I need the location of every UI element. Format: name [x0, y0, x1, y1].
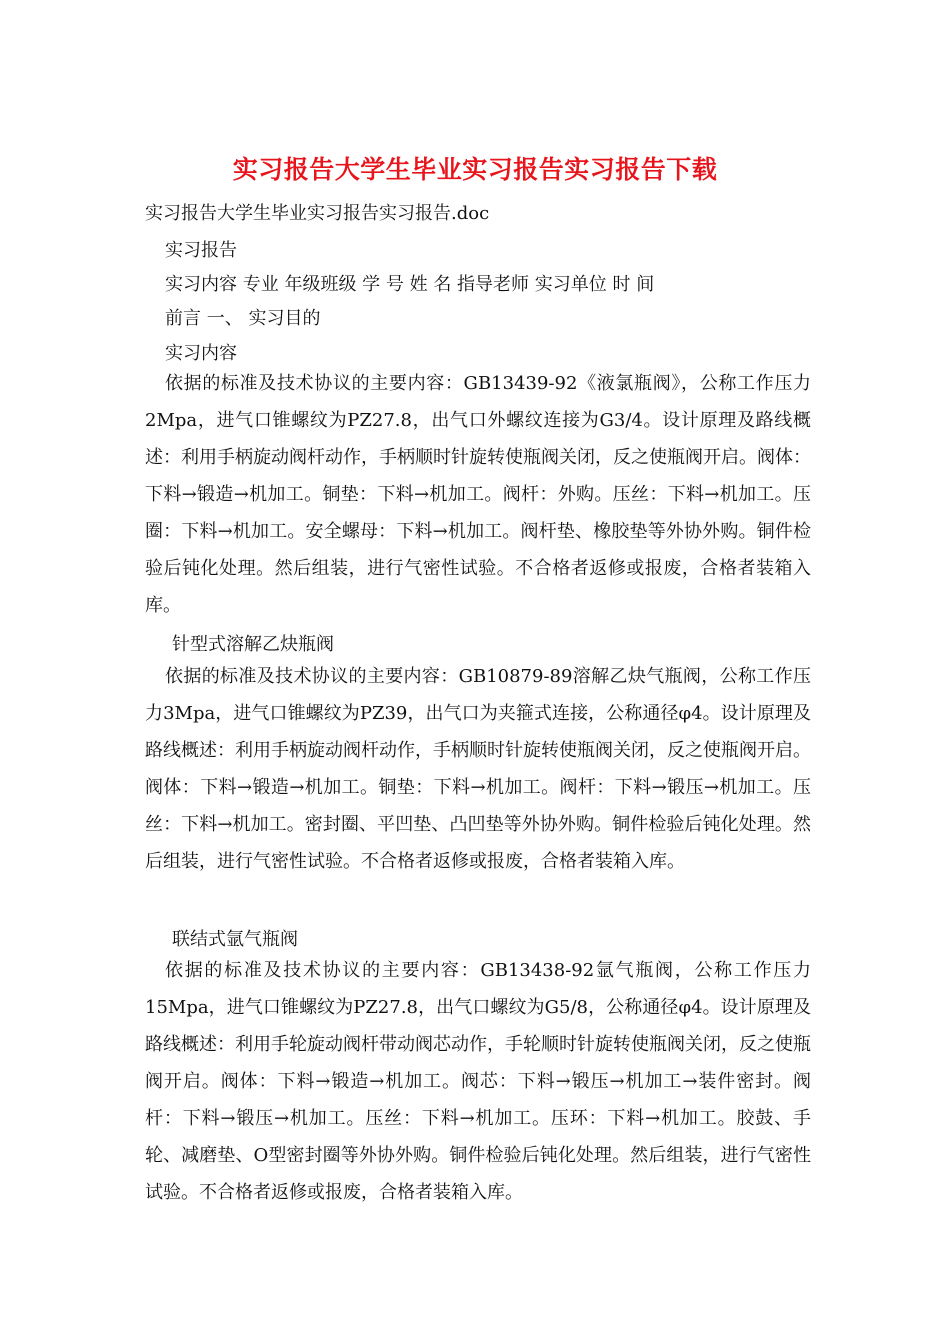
section-2-heading: 针型式溶解乙炔瓶阀	[172, 634, 334, 655]
section-3-heading: 联结式氩气瓶阀	[172, 929, 298, 950]
section-1-body: 依据的标准及技术协议的主要内容：GB13439-92《液氯瓶阀》，公称工作压力2Mpa，进气口锥螺纹为PZ27.8，出气口外螺纹连接为G3/4。设计原理及路线概述：利用手柄旋动阀杆动作，手柄顺时针旋转使瓶阀关闭，反之使瓶阀开启。阀体：下料→锻造→机加工。铜垫：下料→机加工。阀杆：外购。压丝：下料→机加工。压圈：下料→机加工。安全螺母：下料→机加工。阀杆垫、橡胶垫等外协外购。铜件检验后钝化处理。然后组装，进行气密性试验。不合格者返修或报废，合格者装箱入库。	[145, 373, 811, 616]
section-3-body: 依据的标准及技术协议的主要内容：GB13438-92氩气瓶阀，公称工作压力15Mpa，进气口锥螺纹为PZ27.8，出气口螺纹为G5/8，公称通径φ4。设计原理及路线概述：利用手轮旋动阀杆带动阀芯动作，手轮顺时针旋转使瓶阀关闭，反之使瓶阀开启。阀体：下料→锻造→机加工。阀芯：下料→锻压→机加工→装件密封。阀杆：下料→锻压→机加工。压丝：下料→机加工。压环：下料→机加工。胶鼓、手轮、减磨垫、O型密封圈等外协外购。铜件检验后钝化处理。然后组装，进行气密性试验。不合格者返修或报废，合格者装箱入库。	[145, 960, 811, 1203]
section-2-body: 依据的标准及技术协议的主要内容：GB10879-89溶解乙炔气瓶阀，公称工作压力3Mpa，进气口锥螺纹为PZ39，出气口为夹箍式连接，公称通径φ4。设计原理及路线概述：利用手柄旋动阀杆动作，手柄顺时针旋转使瓶阀关闭，反之使瓶阀开启。阀体：下料→锻造→机加工。铜垫：下料→机加工。阀杆：下料→锻压→机加工。压丝：下料→机加工。密封圈、平凹垫、凸凹垫等外协外购。铜件检验后钝化处理。然后组装，进行气密性试验。不合格者返修或报废，合格者装箱入库。	[145, 666, 811, 872]
cover-heading: 实习报告	[165, 240, 237, 261]
preface-heading: 前言 一、 实习目的	[165, 308, 321, 329]
document-filename: 实习报告大学生毕业实习报告实习报告.doc	[145, 203, 490, 224]
document-title: 实习报告大学生毕业实习报告实习报告下载	[232, 155, 718, 184]
cover-fields: 实习内容 专业 年级班级 学 号 姓 名 指导老师 实习单位 时 间	[165, 274, 655, 295]
content-heading: 实习内容	[165, 343, 237, 364]
